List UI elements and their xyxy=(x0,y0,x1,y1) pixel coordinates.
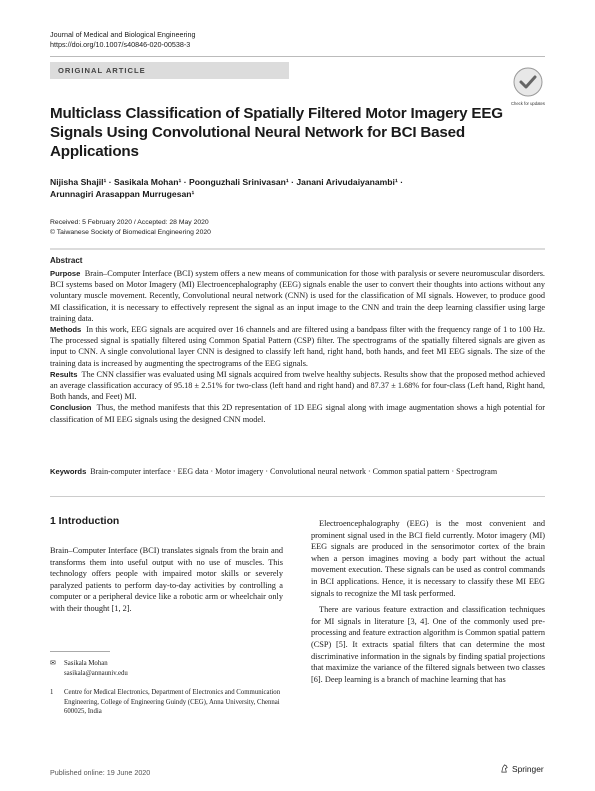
section-heading-introduction: 1 Introduction xyxy=(50,516,120,527)
publisher-logo xyxy=(500,764,544,774)
corresponding-name: Sasikala Mohan xyxy=(64,660,108,667)
affiliation-marker: 1 xyxy=(50,689,54,696)
envelope-icon: ✉ xyxy=(50,660,56,667)
results-label: Results xyxy=(50,369,78,379)
check-for-updates-icon[interactable] xyxy=(512,66,544,98)
check-for-updates-label[interactable]: Check for updates xyxy=(511,101,545,106)
article-dates xyxy=(50,218,211,237)
purpose-label: Purpose xyxy=(50,269,81,278)
intro-paragraph-3: There are various feature extraction and classification techniques for MI signals in literature [3, 4]. One of the commonly used pre-processing and feature extraction algorithm is Common spatial pattern (CSP) [5]. It extracts spatial filters that can determine the most discriminative information in the signals by finding spatial projections that maximize the variance of the filtered signals between two classes [6]. Deep learning is a branch of machine learning that has xyxy=(311,605,545,684)
corresponding-email[interactable]: sasikala@annauniv.edu xyxy=(64,669,128,677)
article-title: Multiclass Classification of Spatially Filtered Motor Imagery EEG Signals Using Convolutional Neural Network for BCI Based Applications xyxy=(50,105,503,160)
journal-header xyxy=(50,30,195,50)
intro-column-1 xyxy=(50,545,283,615)
author-list xyxy=(50,176,500,200)
doi-link[interactable]: https://doi.org/10.1007/s40846-020-00538-3 xyxy=(50,40,191,49)
copyright-line: © Taiwanese Society of Biomedical Engineering 2020 xyxy=(50,228,211,236)
journal-name: Journal of Medical and Biological Engineering xyxy=(50,30,196,39)
footnote-rule xyxy=(50,651,110,652)
conclusion-text: Thus, the method manifests that this 2D representation of 1D EEG signal along with image augmentation shows a high potential for classification of MI EEG signals using the designed CNN model. xyxy=(50,403,545,424)
springer-horse-icon xyxy=(500,764,509,773)
purpose-text: Brain–Computer Interface (BCI) system offers a new means of communication for those with paralysis or severe neuromuscular disorders. BCI systems based on Motor Imagery (MI) Electroencephalography (EEG) signals enable the user to convert their thoughts into actions without any voluntary muscle movement. Recently, Convolutional neural network (CNN) is used for the classification of MI signals. However, to produce good MI classification, it is necessary to effectively represent the signal as an input image to the CNN and train the deep learning classifier using large training data. xyxy=(50,269,545,323)
abstract-body xyxy=(50,268,545,425)
article-type-label: ORIGINAL ARTICLE xyxy=(58,66,146,75)
keywords-rule xyxy=(50,496,545,497)
conclusion-label: Conclusion xyxy=(50,403,92,413)
published-online: Published online: 19 June 2020 xyxy=(50,768,151,777)
authors-line-1[interactable]: Nijisha Shajil¹ · Sasikala Mohan¹ · Poonguzhali Srinivasan¹ · Janani Arivudaiyanambi¹ · xyxy=(50,177,404,187)
intro-column-2 xyxy=(311,518,545,690)
authors-line-2[interactable]: Arunnagiri Arasappan Murrugesan¹ xyxy=(50,189,195,199)
keywords xyxy=(50,466,545,477)
methods-text: In this work, EEG signals are acquired over 16 channels and are filtered using a bandpass filter with the frequency range of 1 to 100 Hz. The processed signal is spatially filtered using Common Spatial Pattern (CSP) filter. The spectrograms of the spatially filtered signals are given as input to CNN. A single convolutional layer CNN is designed to classify left hand, right hand, both hands, and feet MI EEG signals. The size of the training data is increased by augmenting the spectrograms of the EEG signals. xyxy=(50,325,546,368)
results-text: The CNN classifier was evaluated using MI signals acquired from twelve healthy subjects. Results show that the proposed method achieved an average classification accuracy of 95.18 ± 2.51% for two-class (left hand and right hand) and 87.37 ± 1.68% for four-class (Left hand, Right hand, Both hands, and Feet) MI. xyxy=(50,369,545,402)
affiliation-text: Centre for Medical Electronics, Department of Electronics and Communication Engineering, College of Engineering Guindy (CEG), Anna University, Chennai 600025, India xyxy=(64,689,281,715)
abstract-heading: Abstract xyxy=(50,256,83,265)
abstract-divider xyxy=(50,248,545,250)
intro-paragraph-2: Electroencephalography (EEG) is the most convenient and prominent signal used in the BCI field currently. Motor imagery (MI) EEG signals are produced in the sensorimotor cortex of the brain when a person imagines moving a body part without the actual movement execution. These signals can be used as control commands in BCI applications. Hence, it is necessary to classify these MI EEG signals to recognize the MI task performed. xyxy=(311,519,545,598)
header-rule xyxy=(50,56,545,57)
methods-label: Methods xyxy=(50,325,82,335)
received-accepted: Received: 5 February 2020 / Accepted: 28 May 2020 xyxy=(50,219,209,226)
publisher-name: Springer xyxy=(512,764,544,774)
intro-paragraph-1: Brain–Computer Interface (BCI) translates signals from the brain and transforms them into useful output with no use of muscles. This technology offers people with impaired motor skills or severely paralyzed patients to perform day-to-day activities by controlling a computer or a peripheral device like a robotic arm or wheelchair only with their thought [1, 2]. xyxy=(50,546,283,613)
article-type-banner xyxy=(50,62,289,79)
keywords-label: Keywords xyxy=(50,467,87,476)
keywords-text: Brain-computer interface · EEG data · Motor imagery · Convolutional neural network · Common spatial pattern · Spectrogram xyxy=(90,467,498,476)
